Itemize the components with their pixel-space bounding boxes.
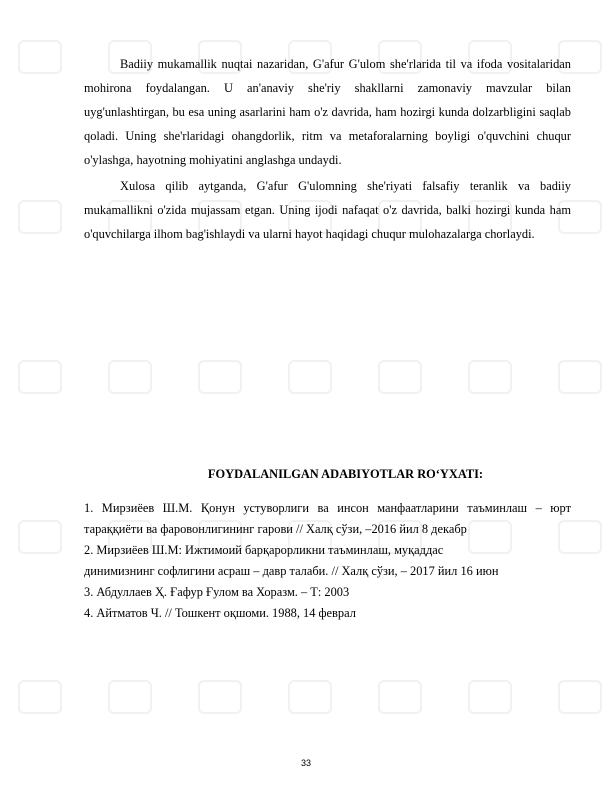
reference-item-2: 2. Мирзиёев Ш.М: Ижтимоий барқарорликни таъминлаш, муқаддас (84, 543, 444, 557)
page-number: 33 (300, 758, 311, 768)
reference-item-1: 1. Мирзиёев Ш.М. Қонун устуворлиги ва инсон манфаатларини таъминлаш – юрт тараққиёти ва фаровонлигининг гарови // Халқ сўзи, –2016 йил 8 декабр (84, 501, 571, 536)
references-heading: FOYDALANILGAN ADABIYOTLAR RO‘YXATI: (207, 467, 484, 481)
blank-space (84, 248, 571, 466)
reference-item-3: 3. Абдуллаев Ҳ. Ғафур Ғулом ва Хоразм. – Т: 2003 (84, 585, 350, 599)
body-paragraph-2: Xulosa qilib aytganda, G'afur G'ulomning she'riyati falsafiy teranlik va badiiy mukamallikni o'zida mujassam etgan. Uning ijodi nafaqat o'z davrida, balki hozirgi kunda ham o'quvchilarga ilhom bag'ishlaydi va ularni hayot haqidagi chuqur mulohazalarga chorlaydi. (84, 179, 571, 241)
reference-item-4: 4. Айтматов Ч. // Тошкент оқшоми. 1988, 14 феврал (84, 606, 356, 620)
body-paragraph-1: Badiiy mukamallik nuqtai nazaridan, G'afur G'ulom she'rlarida til va ifoda vositalaridan mohirona foydalangan. U an'anaviy she'riy shakllarni zamonaviy mavzular bilan uyg'unlashtirgan, bu esa uning asarlarini ham o'z davrida, ham hozirgi kunda dolzarbligini saqlab qoladi. Uning she'rlaridagi ohangdorlik, ritm va metaforalarning boyligi o'quvchini chuqur o'ylashga, hayotning mohiyatini anglashga undaydi. (84, 57, 571, 167)
reference-item-2-continued: динимизнинг софлигини асраш – давр талаби. // Халқ сўзи, – 2017 йил 16 июн (84, 564, 499, 578)
document-page (84, 52, 571, 624)
